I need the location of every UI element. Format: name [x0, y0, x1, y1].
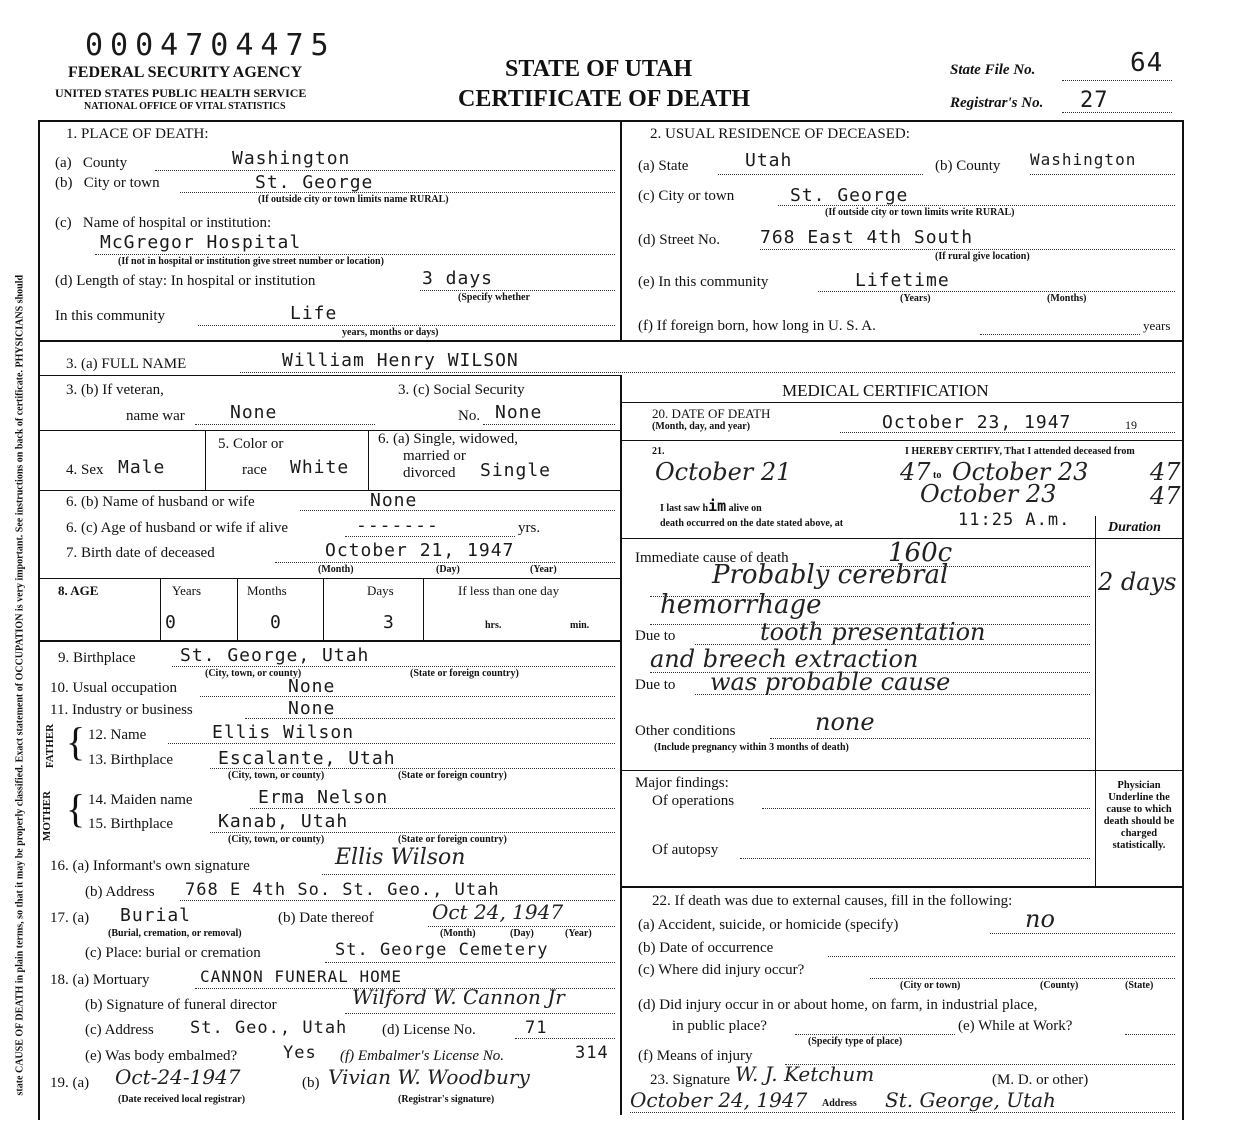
stay-label: (d) Length of stay: In hospital or institution [55, 273, 316, 289]
burial-month-note: (Month) [440, 928, 476, 939]
marital-label: 6. (a) Single, widowed, [378, 431, 518, 447]
item-21-number: 21. [652, 446, 665, 457]
date-of-death-suffix: 19 [1125, 418, 1137, 432]
mother-name-value: Erma Nelson [258, 787, 389, 808]
injury-county-note: (County) [1040, 980, 1079, 991]
residence-state-label: (a) State [638, 158, 689, 174]
agency-office: NATIONAL OFFICE OF VITAL STATISTICS [84, 101, 286, 112]
attended-from-year: 47 [900, 458, 931, 486]
signature-date: October 24, 1947 [630, 1088, 808, 1112]
age-months-label: Months [247, 583, 287, 598]
date-of-death-note: (Month, day, and year) [652, 421, 751, 432]
place-city-label: (b) City or town [55, 175, 160, 191]
license-value: 71 [525, 1018, 548, 1038]
injury-city-note: (City or town) [900, 980, 961, 991]
registrar-date-value: Oct-24-1947 [115, 1065, 241, 1089]
place-city-note: (If outside city or town limits name RURAL) [258, 194, 449, 205]
burial-note: (Burial, cremation, or removal) [108, 928, 242, 939]
state-title: STATE OF UTAH [505, 56, 693, 82]
place-city-value: St. George [255, 172, 374, 193]
race-value: White [290, 457, 350, 478]
place-county-label: (a) County [55, 155, 128, 171]
age-minutes-label: min. [570, 620, 590, 631]
embalmer-license-value: 314 [575, 1043, 609, 1063]
external-heading: 22. If death was due to external causes, fill in the following: [652, 893, 1013, 909]
father-name-value: Ellis Wilson [212, 722, 355, 743]
state-file-label: State File No. [950, 62, 1036, 78]
spouse-label: 6. (b) Name of husband or wife [66, 494, 255, 510]
spouse-age-unit: yrs. [518, 520, 541, 536]
community-note: years, months or days) [342, 327, 439, 338]
autopsy-label: Of autopsy [652, 842, 719, 858]
occupation-label: 10. Usual occupation [50, 680, 178, 696]
birth-month-note: (Month) [318, 564, 354, 575]
burial-value: Burial [120, 905, 192, 926]
duration-label: Duration [1108, 520, 1161, 535]
mother-name-label: 14. Maiden name [88, 792, 193, 808]
embalmer-license-label: (f) Embalmer's License No. [340, 1048, 505, 1064]
due-to-label-2: Due to [635, 677, 676, 693]
place-county-value: Washington [232, 148, 351, 169]
sex-label: 4. Sex [66, 462, 104, 478]
informant-address-value: 768 E 4th So. St. Geo., Utah [185, 880, 500, 900]
signature-address: St. George, Utah [885, 1088, 1056, 1112]
mother-birthplace-value: Kanab, Utah [218, 811, 349, 832]
birth-year-note: (Year) [530, 564, 557, 575]
physician-signature-label: 23. Signature [650, 1072, 730, 1088]
operations-label: Of operations [652, 793, 735, 809]
residence-community-label: (e) In this community [638, 274, 769, 290]
industry-label: 11. Industry or business [50, 702, 193, 718]
mother-birthplace-label: 15. Birthplace [88, 816, 173, 832]
injury-location-label: (c) Where did injury occur? [638, 962, 805, 978]
spouse-age-label: 6. (c) Age of husband or wife if alive [66, 520, 289, 536]
birthplace-city-note: (City, town, or county) [205, 668, 302, 679]
mother-city-note: (City, town, or county) [228, 834, 325, 845]
social-security-label: 3. (c) Social Security [398, 382, 525, 398]
physician-note: Physician Underline the cause to which death should be charged statistically. [1103, 780, 1175, 851]
residence-state-value: Utah [745, 150, 793, 171]
certificate-title: CERTIFICATE OF DEATH [458, 86, 751, 112]
death-time-value: 11:25 A.m. [958, 510, 1071, 530]
birth-date-label: 7. Birth date of deceased [66, 545, 215, 561]
residence-months-label: (Months) [1047, 293, 1087, 304]
physician-signature: W. J. Ketchum [735, 1062, 875, 1086]
race-label: 5. Color or [218, 436, 284, 452]
embalmed-label: (e) Was body embalmed? [85, 1048, 238, 1064]
due-to-line3: was probable cause [710, 668, 951, 696]
age-days-label: Days [367, 583, 394, 598]
birthplace-label: 9. Birthplace [58, 650, 136, 666]
last-saw-label: I last saw him alive on [660, 497, 762, 515]
funeral-director-label: (b) Signature of funeral director [85, 997, 277, 1013]
race-sub-label: race [242, 462, 267, 478]
father-birthplace-value: Escalante, Utah [218, 748, 396, 769]
full-name-value: William Henry WILSON [282, 350, 519, 371]
age-days-value: 3 [383, 612, 395, 633]
registrar-date-note: (Date received local registrar) [118, 1094, 246, 1105]
informant-label: 16. (a) Informant's own signature [50, 858, 250, 874]
margin-instructions: state CAUSE OF DEATH in plain terms, so that it may be properly classified. Exact statement of OCCUPATION is very important. See instructions on back of certificate. PHYSICIANS should [14, 274, 26, 1096]
other-conditions-value: none [815, 708, 875, 736]
stay-value: 3 days [422, 268, 494, 289]
social-security-value: None [495, 402, 543, 423]
certify-statement: I HEREBY CERTIFY, That I attended deceased from [905, 446, 1135, 457]
residence-heading: 2. USUAL RESIDENCE OF DECEASED: [650, 126, 910, 142]
embalmed-value: Yes [283, 1043, 317, 1063]
registrar-sig-note: (Registrar's signature) [398, 1094, 495, 1105]
veteran-value: None [230, 402, 278, 423]
hospital-value: McGregor Hospital [100, 232, 302, 253]
place-of-death-heading: 1. PLACE OF DEATH: [66, 126, 209, 142]
age-label: 8. AGE [58, 583, 99, 598]
residence-county-value: Washington [1030, 150, 1137, 169]
agency-service: UNITED STATES PUBLIC HEALTH SERVICE [55, 86, 307, 100]
other-conditions-note: (Include pregnancy within 3 months of death) [654, 742, 849, 753]
attended-to-year: 47 [1150, 458, 1181, 486]
agency-name: FEDERAL SECURITY AGENCY [68, 64, 303, 81]
injury-state-note: (State) [1125, 980, 1154, 991]
immediate-cause-duration: 2 days [1098, 568, 1177, 596]
age-years-value: 0 [165, 612, 177, 633]
hospital-label: (c) Name of hospital or institution: [55, 215, 272, 231]
immediate-cause-line2: hemorrhage [660, 590, 822, 620]
father-brace: { [66, 719, 86, 764]
father-city-note: (City, town, or county) [228, 770, 325, 781]
foreign-born-label: (f) If foreign born, how long in U. S. A. [638, 318, 876, 334]
birthplace-value: St. George, Utah [180, 645, 370, 666]
veteran-label: 3. (b) If veteran, [66, 382, 164, 398]
death-occurred-label: death occurred on the date stated above, at [660, 518, 844, 529]
residence-county-label: (b) County [935, 158, 1001, 174]
injury-place-note: (Specify type of place) [808, 1036, 903, 1047]
marital-married-label: married or [403, 448, 466, 464]
due-to-line2: and breech extraction [650, 645, 919, 673]
sex-value: Male [118, 457, 166, 478]
birth-date-value: October 21, 1947 [325, 540, 515, 561]
occurrence-date-label: (b) Date of occurrence [638, 940, 774, 956]
residence-community-value: Lifetime [855, 270, 950, 291]
registrar-number: 27 [1080, 88, 1109, 113]
mother-brace: { [66, 786, 86, 831]
registrar-label: 19. (a) [50, 1075, 90, 1091]
residence-years-label: (Years) [900, 293, 931, 304]
serial-number: 0004704475 [85, 28, 336, 63]
marital-divorced-label: divorced [403, 465, 456, 481]
full-name-label: 3. (a) FULL NAME [66, 356, 187, 372]
residence-street-value: 768 East 4th South [760, 227, 974, 248]
license-label: (d) License No. [382, 1022, 476, 1038]
immediate-cause-line1: Probably cerebral [712, 560, 949, 590]
residence-street-label: (d) Street No. [638, 232, 721, 248]
residence-city-value: St. George [790, 185, 909, 206]
birthplace-state-note: (State or foreign country) [410, 668, 519, 679]
medical-heading: MEDICAL CERTIFICATION [782, 381, 989, 400]
burial-day-note: (Day) [510, 928, 534, 939]
at-work-label: (e) While at Work? [958, 1018, 1073, 1034]
due-to-label-1: Due to [635, 628, 676, 644]
veteran-war-label: name war [126, 408, 185, 424]
community-value: Life [290, 303, 338, 324]
funeral-director-signature: Wilford W. Cannon Jr [352, 985, 565, 1009]
hospital-note: (If not in hospital or institution give street number or location) [118, 256, 384, 267]
last-saw-year: 47 [1150, 482, 1181, 510]
residence-street-note: (If rural give location) [935, 251, 1030, 262]
accident-label: (a) Accident, suicide, or homicide (specify) [638, 917, 899, 933]
attended-to-date: October 23 [952, 458, 1089, 486]
date-of-death-value: October 23, 1947 [882, 412, 1072, 433]
last-saw-date: October 23 [920, 480, 1057, 508]
age-years-label: Years [172, 583, 202, 598]
age-less-day-label: If less than one day [458, 583, 560, 598]
spouse-age-value: ------- [356, 515, 439, 536]
burial-place-value: St. George Cemetery [335, 940, 549, 960]
other-conditions-label: Other conditions [635, 723, 736, 739]
birth-day-note: (Day) [436, 564, 460, 575]
social-security-no-label: No. [458, 408, 481, 424]
father-side-label: FATHER [44, 723, 57, 769]
signature-address-label: Address [822, 1098, 857, 1109]
attended-from-date: October 21 [655, 458, 792, 486]
mortuary-label: 18. (a) Mortuary [50, 972, 150, 988]
md-label: (M. D. or other) [992, 1072, 1089, 1088]
burial-year-note: (Year) [565, 928, 592, 939]
informant-address-label: (b) Address [85, 884, 155, 900]
state-file-number: 64 [1130, 48, 1164, 78]
burial-label: 17. (a) [50, 910, 90, 926]
community-label: In this community [55, 308, 165, 324]
attended-to-label: to [933, 470, 942, 481]
burial-date-label: (b) Date thereof [278, 910, 374, 926]
injury-public-label: in public place? [672, 1018, 767, 1034]
mortuary-value: CANNON FUNERAL HOME [200, 967, 403, 986]
industry-value: None [288, 698, 336, 719]
informant-signature: Ellis Wilson [335, 845, 466, 870]
registrar-signature: Vivian W. Woodbury [328, 1065, 530, 1089]
injury-means-label: (f) Means of injury [638, 1048, 753, 1064]
cause-code: 160c [888, 538, 953, 568]
age-hours-label: hrs. [485, 620, 502, 631]
major-findings-label: Major findings: [635, 775, 729, 791]
foreign-years-label: years [1143, 318, 1171, 333]
registrar-number-label: Registrar's No. [950, 95, 1044, 111]
occupation-value: None [288, 676, 336, 697]
injury-place-label: (d) Did injury occur in or about home, on farm, in industrial place, [638, 997, 1038, 1013]
mortuary-address-label: (c) Address [85, 1022, 154, 1038]
residence-city-note: (If outside city or town limits write RURAL) [825, 207, 1015, 218]
father-state-note: (State or foreign country) [398, 770, 507, 781]
due-to-line1: tooth presentation [760, 618, 986, 646]
accident-value: no [1025, 905, 1055, 933]
mortuary-address-value: St. Geo., Utah [190, 1018, 348, 1038]
marital-value: Single [480, 460, 552, 481]
father-name-label: 12. Name [88, 727, 147, 743]
mother-side-label: MOTHER [41, 790, 54, 842]
registrar-sig-label: (b) [302, 1075, 320, 1091]
spouse-value: None [370, 490, 418, 511]
burial-place-label: (c) Place: burial or cremation [85, 945, 261, 961]
stay-note: (Specify whether [458, 292, 530, 303]
mother-state-note: (State or foreign country) [398, 834, 507, 845]
father-birthplace-label: 13. Birthplace [88, 752, 173, 768]
age-months-value: 0 [270, 612, 282, 633]
immediate-cause-label: Immediate cause of death [635, 550, 789, 566]
date-of-death-label: 20. DATE OF DEATH [652, 406, 771, 421]
burial-date-value: Oct 24, 1947 [432, 900, 564, 924]
residence-city-label: (c) City or town [638, 188, 735, 204]
